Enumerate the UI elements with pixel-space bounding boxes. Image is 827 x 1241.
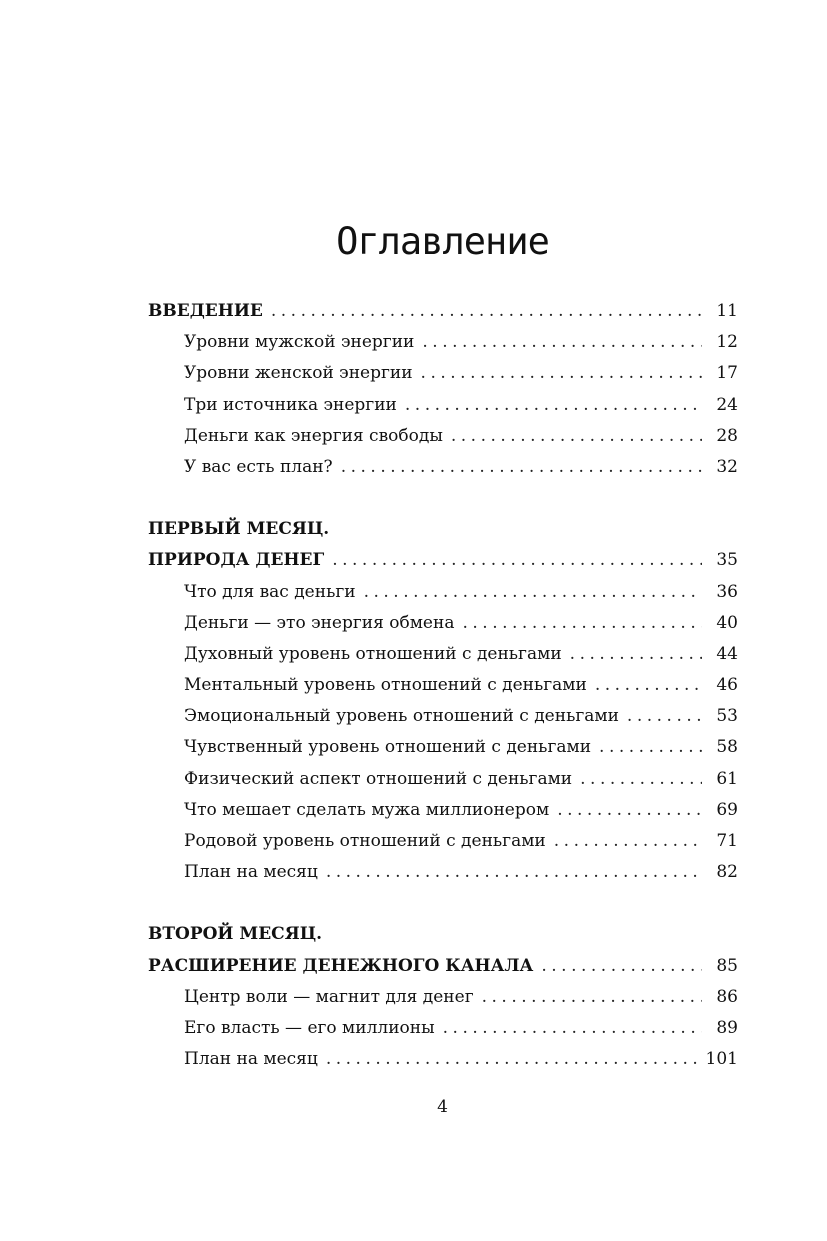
toc-entry[interactable] <box>148 639 738 670</box>
dot-leader <box>570 639 702 670</box>
toc-entry[interactable] <box>148 701 738 732</box>
dot-leader <box>332 545 702 576</box>
toc-entry-label: Чувственный уровень отношений с деньгами <box>184 737 592 758</box>
toc-entry[interactable] <box>148 795 738 826</box>
toc-entry-page: 11 <box>716 301 738 321</box>
toc-entry[interactable] <box>148 857 738 888</box>
toc-entry-page: 86 <box>716 986 738 1007</box>
toc-entry-label: РАСШИРЕНИЕ ДЕНЕЖНОГО КАНАЛА <box>148 955 534 976</box>
toc-entry-label: Деньги — это энергия обмена <box>184 612 455 633</box>
dot-leader <box>595 670 702 701</box>
dot-leader <box>451 421 702 452</box>
page-number: 4 <box>437 1097 448 1117</box>
toc-entry-label: Духовный уровень отношений с деньгами <box>184 643 562 664</box>
toc-entry-page: 24 <box>716 394 738 415</box>
toc-entry-label: План на месяц <box>184 862 318 883</box>
toc-entry[interactable] <box>148 1013 738 1044</box>
toc-entry-page: 89 <box>716 1017 738 1038</box>
toc-entry[interactable] <box>148 390 738 421</box>
section-heading-month2: ВТОРОЙ МЕСЯЦ. <box>148 924 323 945</box>
toc-entry[interactable] <box>148 826 738 857</box>
dot-leader <box>326 1044 702 1075</box>
toc-entry[interactable] <box>148 577 738 608</box>
dot-leader <box>599 732 702 763</box>
dot-leader <box>341 452 702 483</box>
toc-entry-label: ПРИРОДА ДЕНЕГ <box>148 550 325 571</box>
toc-entry-page: 17 <box>716 363 738 384</box>
toc-entry-page: 44 <box>716 643 738 664</box>
dot-leader <box>554 826 702 857</box>
toc-entry-page: 58 <box>716 737 738 758</box>
toc-entry-page: 69 <box>716 799 738 820</box>
toc-entry[interactable] <box>148 358 738 389</box>
toc-entry-page: 40 <box>716 612 738 633</box>
dot-leader <box>580 764 702 795</box>
dot-leader <box>557 795 702 826</box>
toc-heading-month1[interactable] <box>148 545 738 576</box>
toc-entry-page: 12 <box>716 332 738 353</box>
toc-entry-page: 36 <box>716 581 738 602</box>
toc-entry-label: План на месяц <box>184 1049 318 1070</box>
toc-entry[interactable] <box>148 670 738 701</box>
toc-entry-page: 53 <box>716 706 738 727</box>
toc-entry-label: Что для вас деньги <box>184 581 356 602</box>
toc-entry-page: 46 <box>716 675 738 696</box>
table-of-contents <box>148 296 738 1075</box>
toc-entry[interactable] <box>148 982 738 1013</box>
toc-entry-label: ВВЕДЕНИЕ <box>148 301 263 321</box>
toc-entry[interactable] <box>148 327 738 358</box>
toc-entry-label: У вас есть план? <box>184 456 333 477</box>
toc-heading-intro[interactable] <box>148 296 738 327</box>
toc-entry-label: Что мешает сделать мужа миллионером <box>184 799 550 820</box>
dot-leader <box>627 701 702 732</box>
toc-entry[interactable] <box>148 732 738 763</box>
dot-leader <box>422 327 702 358</box>
section-heading-month1: ПЕРВЫЙ МЕСЯЦ. <box>148 519 330 540</box>
toc-entry-label: Три источника энергии <box>184 394 397 415</box>
toc-entry-label: Уровни мужской энергии <box>184 332 415 353</box>
toc-entry-label: Ментальный уровень отношений с деньгами <box>184 675 587 696</box>
toc-entry-page: 82 <box>716 862 738 883</box>
toc-entry-label: Эмоциональный уровень отношений с деньгами <box>184 706 619 727</box>
toc-entry-page: 85 <box>716 955 738 976</box>
toc-entry-page: 35 <box>716 550 738 571</box>
toc-entry[interactable] <box>148 421 738 452</box>
toc-entry[interactable] <box>148 1044 738 1075</box>
dot-leader <box>326 857 702 888</box>
toc-entry-label: Физический аспект отношений с деньгами <box>184 768 573 789</box>
dot-leader <box>462 608 702 639</box>
dot-leader <box>421 358 702 389</box>
toc-entry-label: Родовой уровень отношений с деньгами <box>184 831 546 851</box>
dot-leader <box>405 390 702 421</box>
toc-entry-page: 71 <box>716 831 738 851</box>
toc-entry-label: Его власть — его миллионы <box>184 1017 435 1038</box>
toc-entry[interactable] <box>148 452 738 483</box>
toc-entry-label: Деньги как энергия свободы <box>184 425 443 446</box>
toc-entry-page: 32 <box>716 456 738 477</box>
toc-entry-page: 101 <box>705 1049 738 1070</box>
dot-leader <box>482 982 702 1013</box>
toc-entry-page: 61 <box>716 768 738 789</box>
toc-entry[interactable] <box>148 608 738 639</box>
section-spacer <box>148 483 738 514</box>
toc-entry-page: 28 <box>716 425 738 446</box>
section-spacer <box>148 888 738 919</box>
dot-leader <box>364 577 702 608</box>
toc-heading-month2[interactable] <box>148 951 738 982</box>
toc-entry[interactable] <box>148 764 738 795</box>
dot-leader <box>541 951 702 982</box>
toc-entry-label: Уровни женской энергии <box>184 363 413 384</box>
dot-leader <box>271 296 702 327</box>
page-title: Оглавление <box>336 220 549 263</box>
toc-entry-label: Центр воли — магнит для денег <box>184 986 474 1007</box>
dot-leader <box>443 1013 702 1044</box>
